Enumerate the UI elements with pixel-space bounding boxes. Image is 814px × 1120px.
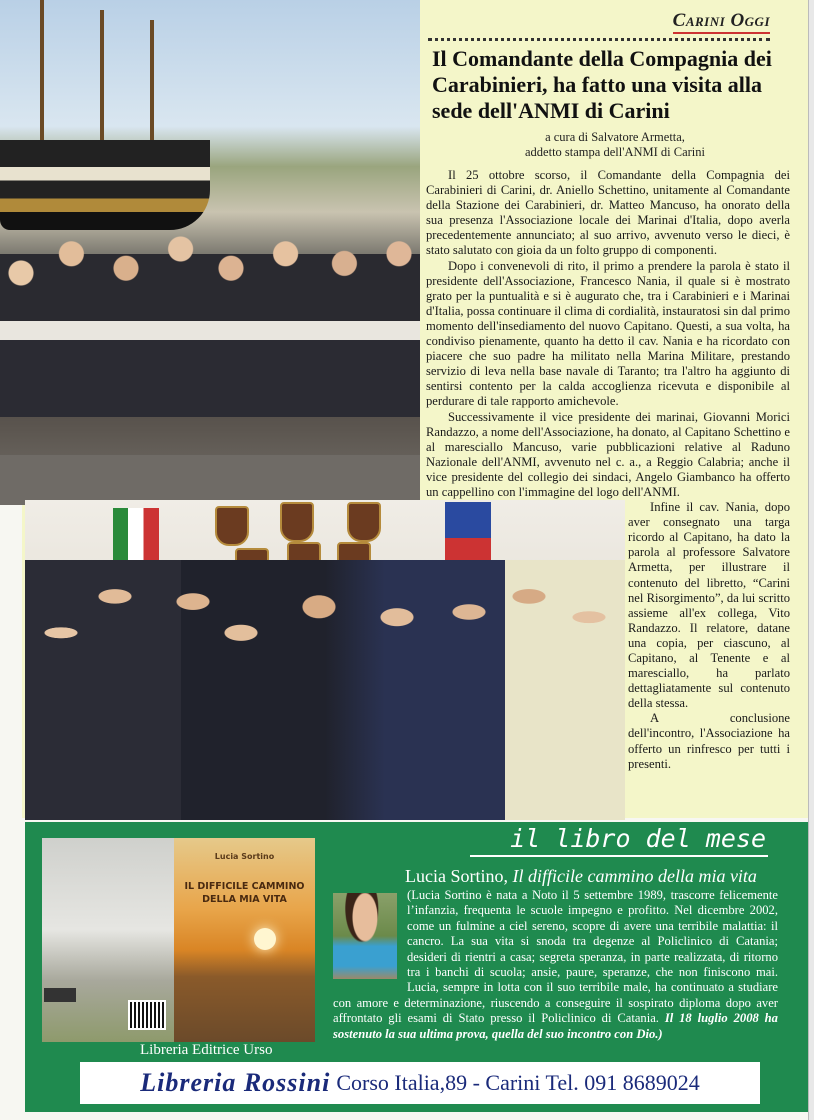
section-heading: il libro del mese <box>470 824 768 857</box>
paragraph: Il 25 ottobre scorso, il Comandante della Compagnia dei Carabinieri di Carini, dr. Aniello Schettino, unitamente al Comandante della Stazione dei Carabinieri, dr. Matteo Mancuso, ha onorato della sua presenza l'Associazione locale dei Marinai d'Italia, dopo averla precedentemente annunciato; al suo arrivo, avvenuto verso le dieci, è stato salutato con gioia da un folto gruppo di componenti. <box>426 168 790 258</box>
paragraph: A conclusione dell'incontro, l'Associazione ha offerto un rinfresco per tutti i presenti. <box>628 711 790 771</box>
book-title: Il difficile cammino della mia vita <box>512 866 757 886</box>
paragraph: Infine il cav. Nania, dopo aver consegnato una targa ricordo al Capitano, ha dato la parola al professore Salvatore Armetta, per illustrare il contenuto del libretto, “Carini nel Risorgimento”, da lui scritto assieme all'ex collega, Vito Randazzo. Il relatore, datane una copia, per ciascuno, al Capitano, al Tenente e al maresciallo, ha parlato dettagliatamente sul contenuto della stessa. <box>628 500 790 711</box>
book-back-cover <box>42 838 174 1042</box>
byline-line: addetto stampa dell'ANMI di Carini <box>525 145 705 159</box>
author-bio <box>333 888 778 1042</box>
page-edge <box>808 0 814 1120</box>
book-heading <box>405 866 757 887</box>
barcode <box>128 1000 166 1030</box>
bench <box>44 988 76 1002</box>
shop-name: Libreria Rossini <box>140 1068 331 1097</box>
sun <box>254 928 276 950</box>
paragraph: Dopo i convenevoli di rito, il primo a prendere la parola è stato il presidente dell'Associazione, Francesco Nania, il quale si è mostrato grato per la puntualità e si è augurato che, tra i Carabinieri e i Marinai d'Italia, possa continuare il clima di cordialità, instauratosi sin dal primo momento dell'insediamento del nuovo Capitano. Questi, a sua volta, ha condiviso pienamente, quanto ha detto il cav. Nania e ha ricordato con piacere che suo padre ha militato nella Marina Militare, prestando servizio di leva nella base navale di Taranto; tra l'altro ha aggiunto di sentirsi contento per la calda accoglienza ricevuta e disponibile al perdurare di tale rapporto amichevole. <box>426 258 790 409</box>
article-byline <box>440 130 790 160</box>
book-front-cover <box>174 838 315 1042</box>
dotted-divider <box>428 38 770 41</box>
advertisement-banner <box>80 1062 760 1104</box>
bio-bold-text: Il 18 luglio 2008 ha sostenuto la sua ultima prova, quella del suo incontro con Dio.) <box>333 1011 778 1041</box>
article-title: Il Comandante della Compagnia dei Carabinieri, ha fatto una visita alla sede dell'ANMI di Carini <box>432 46 772 123</box>
byline-line: a cura di Salvatore Armetta, <box>545 130 685 144</box>
publisher-caption: Libreria Editrice Urso <box>140 1042 273 1058</box>
book-cover-image <box>42 838 315 1042</box>
paragraph: Successivamente il vice presidente dei marinai, Giovanni Morici Randazzo, a nome dell'Associazione, ha donato, al Capitano Schettino e al maresciallo Mancuso, varie pubblicazioni relative al Raduno Nazionale dell'ANMI, avvenuto nel c. a., a Reggio Calabria; anche il vice presidente del collegio dei sindaci, Angelo Giambanco ha offerto un cappellino con l'immagine del logo dell'ANMI. <box>426 409 790 499</box>
book-of-the-month-box <box>25 822 808 1112</box>
cover-title: IL DIFFICILE CAMMINO DELLA MIA VITA <box>184 881 305 905</box>
article-body <box>22 168 790 832</box>
magazine-brand: Carini Oggi <box>673 10 770 34</box>
bio-text: (Lucia Sortino è nata a Noto il 5 settembre 1989, trascorre felicemente l’infanzia, frequenta le scuole impegno e profitto. Nel dicembre 2002, come un fulmine a ciel sereno, scopre di avere una terribile malattia: il cancro. La sua vita si snoda tra degenze al Policlinico di Catania; desideri di rientri a casa; segreta speranza, in parte realizzata, di ritorno tra i banchi di scuola; ansie, paure, speranze, che non finiscono mai. Lucia, sempre in lotta con il suo terribile male, ha continuato a studiare con amore e determinazione, riuscendo a conseguire il sospirato diploma dopo aver affrontato gli esami di Stato presso il Policlinico di Catania. <box>333 888 778 1026</box>
book-author: Lucia Sortino, <box>405 866 508 886</box>
shop-address: Corso Italia,89 - Carini Tel. 091 8689024 <box>336 1070 700 1095</box>
cover-author: Lucia Sortino <box>214 852 275 861</box>
